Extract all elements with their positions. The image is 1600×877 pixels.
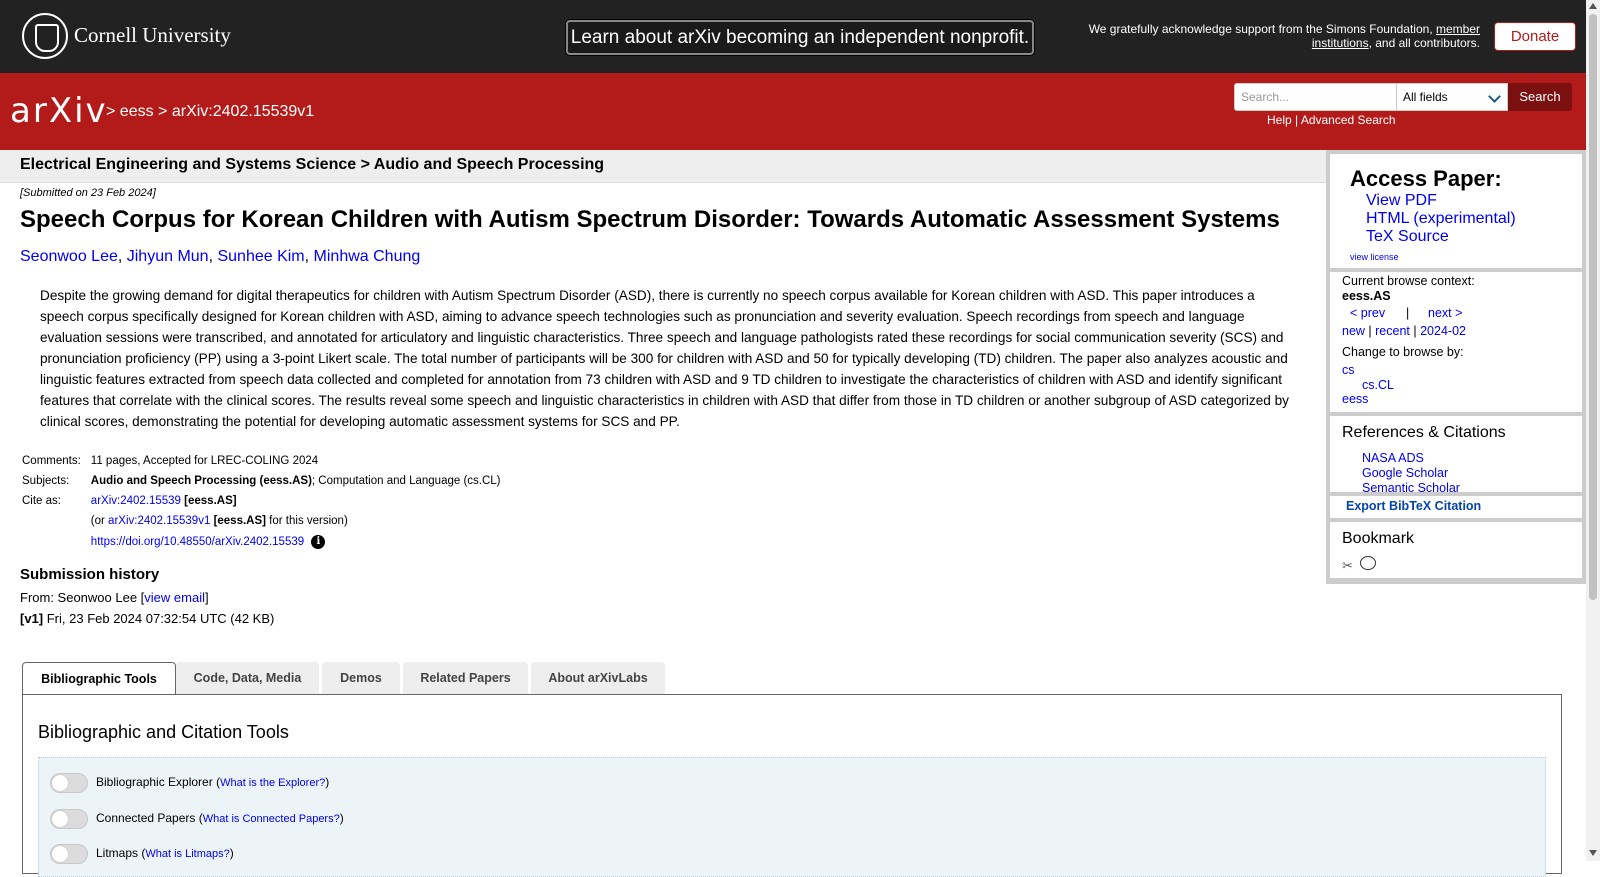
tab-related-papers[interactable]: Related Papers: [403, 662, 528, 694]
view-email-link[interactable]: view email: [144, 590, 205, 605]
bookmark-box: [1330, 522, 1582, 578]
breadcrumb-eess[interactable]: eess: [119, 103, 154, 120]
author-link[interactable]: Seonwoo Lee: [20, 248, 118, 265]
google-scholar-link[interactable]: Google Scholar: [1362, 466, 1449, 480]
version-entry: [20, 611, 274, 626]
support-text: [1060, 22, 1480, 50]
new-link[interactable]: new: [1342, 324, 1365, 338]
subject-header-bar: [0, 150, 1326, 183]
change-browse-label: Change to browse by:: [1342, 345, 1464, 359]
connected-papers-toggle[interactable]: [50, 809, 88, 829]
browse-context-label: Current browse context:: [1342, 274, 1475, 288]
help-link[interactable]: Help: [1267, 113, 1292, 127]
university-name[interactable]: Cornell University: [74, 23, 231, 47]
references-box: [1330, 416, 1582, 495]
tool-name: Connected Papers: [96, 811, 196, 826]
what-is-link[interactable]: What is Litmaps?: [145, 848, 230, 861]
breadcrumb-paper-id: arXiv:2402.15539v1: [171, 103, 315, 120]
month-link[interactable]: 2024-02: [1420, 324, 1466, 338]
access-paper-heading: Access Paper:: [1350, 166, 1502, 191]
tex-source-link[interactable]: TeX Source: [1366, 228, 1449, 245]
support-suffix: , and all contributors.: [1368, 36, 1480, 50]
cite-label: Cite as:: [22, 495, 61, 507]
subjects-label: Subjects:: [22, 475, 70, 487]
search-field-select[interactable]: [1396, 83, 1508, 111]
next-link[interactable]: next >: [1428, 306, 1463, 320]
export-box: [1330, 496, 1582, 518]
arxiv-header: [0, 73, 1586, 150]
what-is-link[interactable]: What is Connected Papers?: [202, 813, 340, 826]
browse-cs-link[interactable]: cs: [1342, 363, 1355, 377]
view-license-link[interactable]: view license: [1350, 252, 1399, 262]
what-is-link[interactable]: What is the Explorer?: [220, 777, 326, 790]
bookmark-heading: Bookmark: [1342, 530, 1415, 547]
nav-separator: |: [1406, 306, 1410, 320]
version-tag: [v1]: [20, 611, 44, 626]
info-icon[interactable]: i: [311, 535, 325, 549]
browse-eess-link[interactable]: eess: [1342, 392, 1369, 406]
comments-label: Comments:: [22, 455, 81, 467]
cite-id-link[interactable]: arXiv:2402.15539: [90, 495, 181, 507]
bibliographic-explorer-toggle[interactable]: [50, 773, 88, 793]
cite-version-link[interactable]: arXiv:2402.15539v1: [108, 515, 211, 527]
cite-version-tag: [eess.AS]: [213, 515, 266, 527]
browse-cscl-link[interactable]: cs.CL: [1362, 378, 1394, 392]
submission-from: [20, 590, 209, 605]
breadcrumb: [106, 103, 314, 121]
bibsonomy-icon[interactable]: ✂: [1342, 558, 1353, 573]
export-bibtex-link[interactable]: Export BibTeX Citation: [1346, 499, 1482, 513]
help-links: Help | Advanced Search: [1267, 113, 1396, 127]
reddit-icon[interactable]: [1360, 556, 1376, 570]
submission-history-heading: Submission history: [20, 566, 160, 583]
paper-title: Speech Corpus for Korean Children with Autism Spectrum Disorder: Towards Automatic Assessment Systems: [20, 206, 1280, 233]
nonprofit-banner-button[interactable]: Learn about arXiv becoming an independent nonprofit.: [566, 20, 1034, 55]
tools-title: Bibliographic and Citation Tools: [38, 722, 289, 742]
cornell-seal-icon[interactable]: [22, 13, 68, 59]
search-field-value: All fields: [1403, 90, 1448, 104]
tab-demos[interactable]: Demos: [322, 662, 400, 694]
scroll-up-icon[interactable]: [1589, 3, 1597, 9]
litmaps-toggle[interactable]: [50, 844, 88, 864]
submission-date: [Submitted on 23 Feb 2024]: [20, 187, 156, 199]
browse-context-value: eess.AS: [1342, 289, 1391, 303]
author-link[interactable]: Minhwa Chung: [313, 248, 421, 265]
tab-bibliographic-tools[interactable]: Bibliographic Tools: [22, 662, 176, 696]
breadcrumb-separator: >: [106, 103, 116, 120]
view-pdf-link[interactable]: View PDF: [1366, 192, 1437, 209]
author-link[interactable]: Jihyun Mun: [126, 248, 209, 265]
search-input[interactable]: Search...: [1234, 83, 1410, 111]
author-list: Seonwoo Lee, Jihyun Mun, Sunhee Kim, Minhwa Chung: [20, 248, 421, 265]
donate-button[interactable]: Donate: [1494, 22, 1576, 51]
tab-about-arxivlabs[interactable]: About arXivLabs: [531, 662, 665, 694]
tool-row: Litmaps (What is Litmaps?): [50, 844, 234, 864]
doi-link[interactable]: https://doi.org/10.48550/arXiv.2402.15539: [90, 536, 305, 549]
references-heading: References & Citations: [1342, 424, 1506, 441]
advanced-search-link[interactable]: Advanced Search: [1300, 113, 1396, 127]
cite-version-suffix: for this version): [265, 515, 348, 527]
top-bar: [0, 0, 1586, 73]
browse-context-box: [1330, 272, 1582, 412]
scroll-down-icon[interactable]: [1589, 850, 1597, 856]
secondary-subjects: ; Computation and Language (cs.CL): [311, 475, 501, 487]
comments-value: 11 pages, Accepted for LREC-COLING 2024: [90, 455, 319, 467]
primary-subject: Audio and Speech Processing (eess.AS): [90, 475, 312, 487]
prev-link[interactable]: < prev: [1350, 306, 1386, 320]
semantic-scholar-link[interactable]: Semantic Scholar: [1362, 481, 1460, 495]
version-text: Fri, 23 Feb 2024 07:32:54 UTC (42 KB): [43, 611, 275, 626]
tab-code-data-media[interactable]: Code, Data, Media: [176, 662, 319, 694]
search-button[interactable]: Search: [1508, 83, 1572, 111]
tool-name: Litmaps: [96, 846, 139, 861]
from-suffix: ]: [204, 590, 209, 605]
support-prefix: We gratefully acknowledge support from the Simons Foundation,: [1088, 22, 1436, 36]
breadcrumb-separator: >: [158, 103, 168, 120]
member-institutions-link[interactable]: member institutions: [1311, 22, 1480, 50]
tool-row: Connected Papers (What is Connected Papers?): [50, 809, 344, 829]
abstract: Despite the growing demand for digital therapeutics for children with Autism Spectrum Disorder (ASD), there is currently no speech corpus available for Korean children with ASD. This paper introduces a speech corpus specifically designed for Korean children with ASD, aiming to advance speech technologies such as pronunciation and severity evaluation. Speech recordings from speech and language evaluation sessions were transcribed, and annotated for articulatory and linguistic characteristics. Three speech and language pathologists rated these recordings for social communication severity (SCS) and pronunciation proficiency (PP) using a 3-point Likert scale. The total number of participants will be 300 for children with ASD and 50 for typically developing (TD) children. The paper also analyzes acoustic and linguistic features extracted from speech data collected and completed for annotation from 73 children with ASD and 9 TD children to investigate the characteristics of children with ASD and identify significant features that correlate with the clinical scores. The results reveal some speech and linguistic characteristics in children with ASD that differ from those in TD children or another subgroup of ASD categorized by clinical scores, demonstrating the potential for developing automatic assessment systems for SCS and PP.: [40, 288, 1289, 429]
subject-header: Electrical Engineering and Systems Science > Audio and Speech Processing: [20, 156, 605, 173]
tool-row: Bibliographic Explorer (What is the Explorer?): [50, 773, 329, 793]
author-link[interactable]: Sunhee Kim: [217, 248, 305, 265]
list-links: new | recent | 2024-02: [1342, 324, 1466, 338]
from-prefix: From: Seonwoo Lee [: [20, 590, 145, 605]
tool-name: Bibliographic Explorer: [96, 775, 213, 790]
access-paper-box: [1330, 154, 1582, 268]
metadata-table: [20, 455, 503, 555]
page-scrollbar[interactable]: [1586, 0, 1600, 861]
cite-or: (or: [90, 515, 109, 527]
recent-link[interactable]: recent: [1375, 324, 1410, 338]
html-experimental-link[interactable]: HTML (experimental): [1366, 210, 1516, 227]
chevron-down-icon: [1488, 90, 1501, 103]
scroll-thumb[interactable]: [1589, 14, 1597, 600]
arxiv-logo[interactable]: arXiv: [10, 91, 108, 131]
sidebar: [1326, 150, 1586, 584]
nasa-ads-link[interactable]: NASA ADS: [1362, 451, 1424, 465]
cite-tag: [eess.AS]: [184, 495, 237, 507]
